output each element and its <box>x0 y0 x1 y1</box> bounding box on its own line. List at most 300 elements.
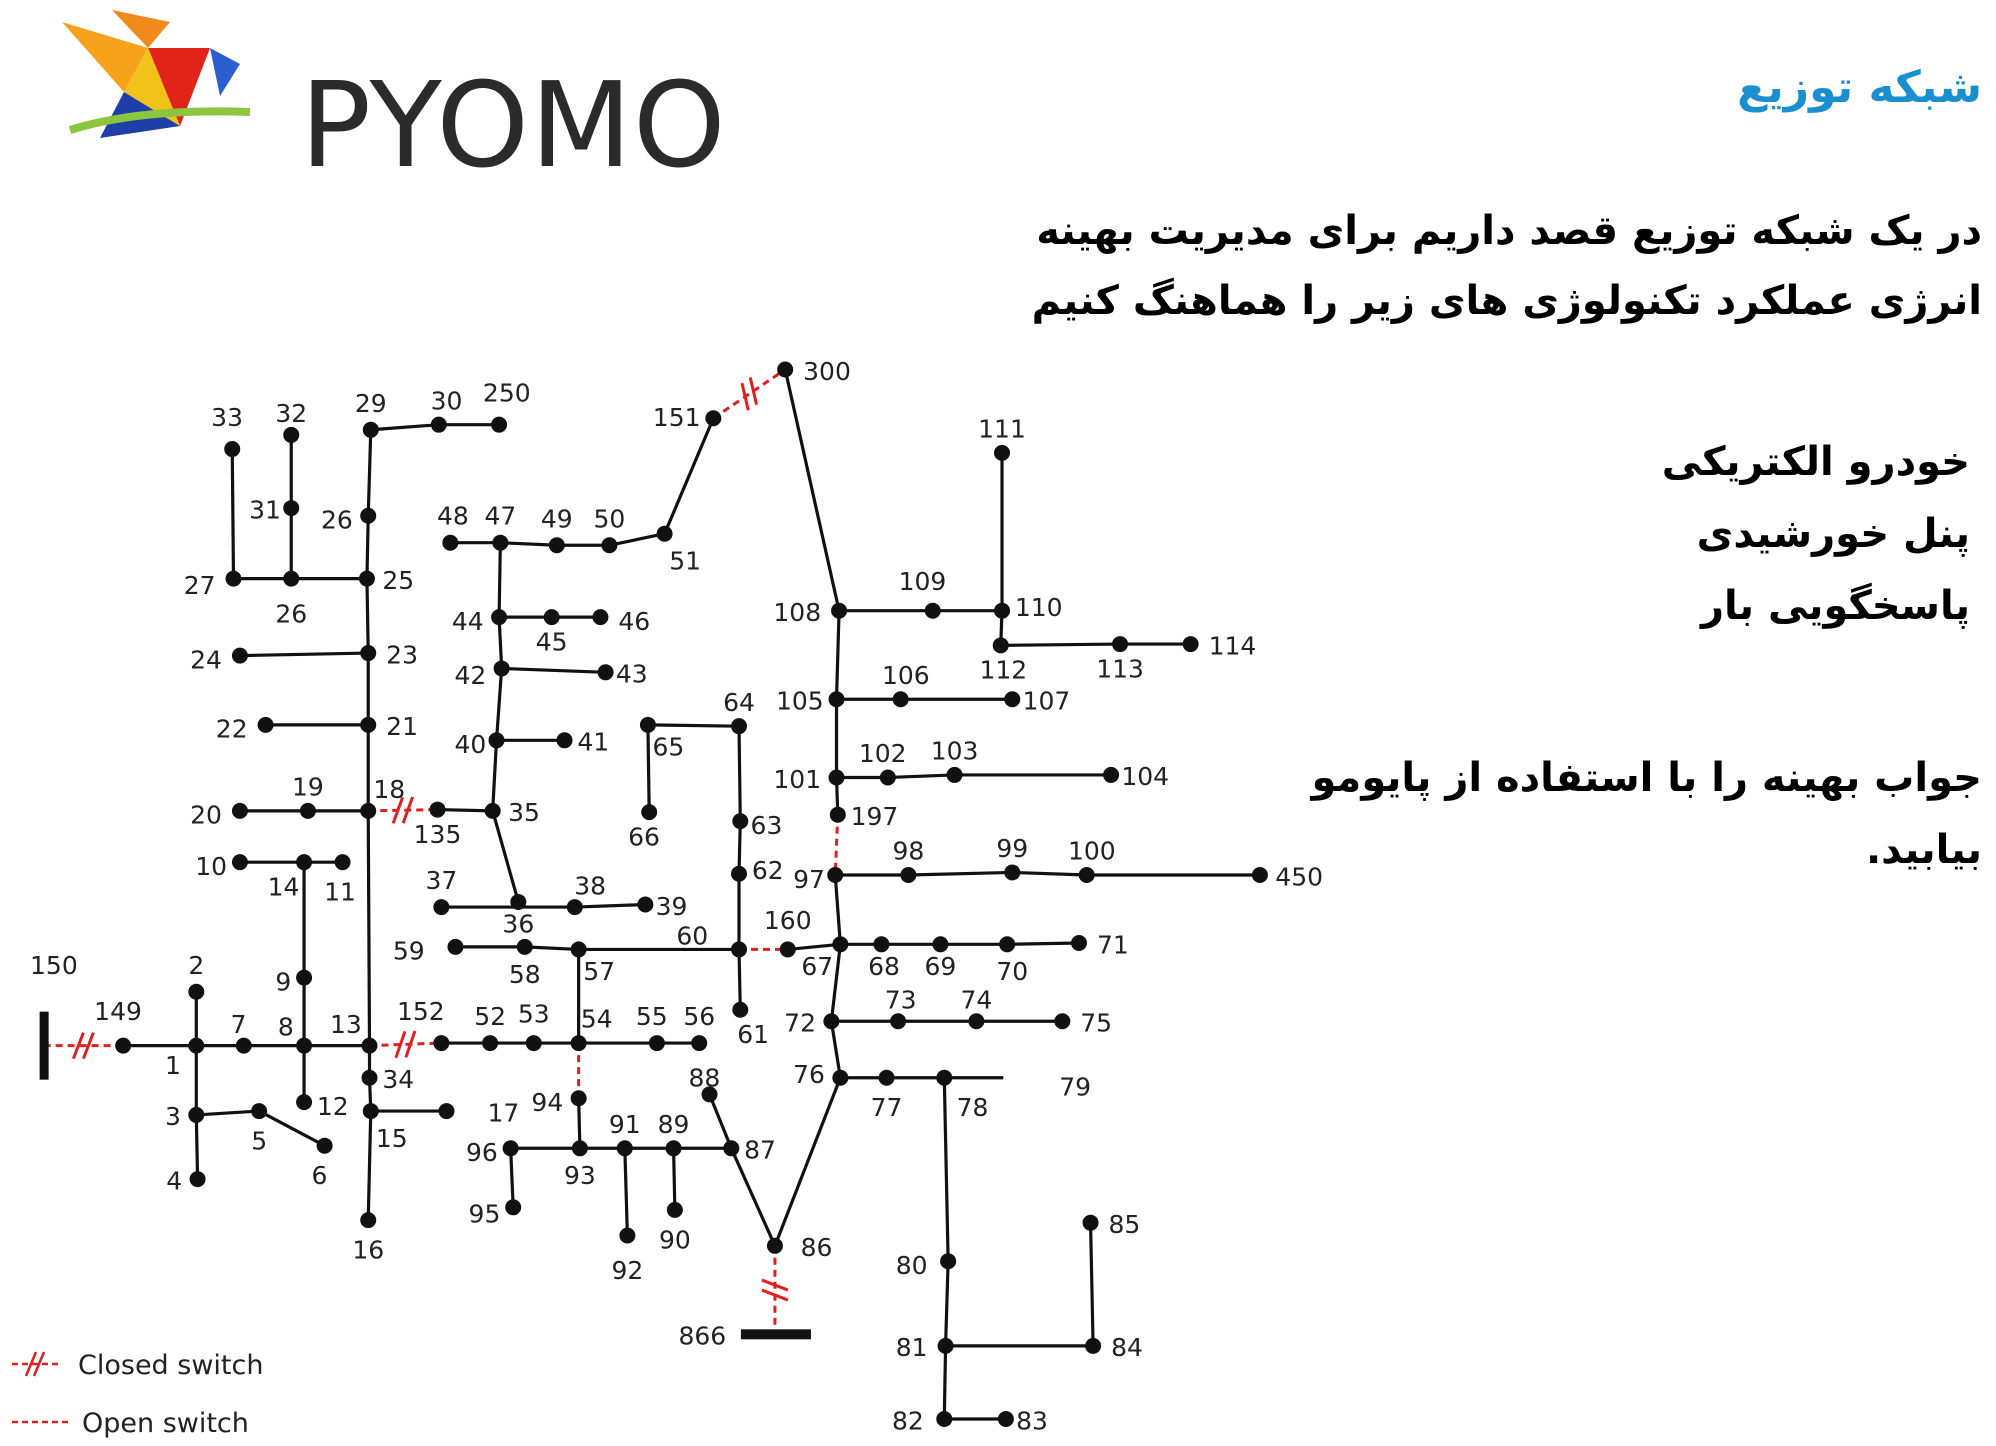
network-buses <box>30 357 1323 1435</box>
bus-node <box>359 571 375 587</box>
bus-label: 45 <box>535 627 568 657</box>
network-line <box>837 611 840 700</box>
bus-label: 76 <box>793 1059 825 1089</box>
bus-label: 78 <box>956 1093 989 1123</box>
network-line <box>1001 644 1120 645</box>
bus-label: 98 <box>892 836 925 866</box>
bus-node <box>731 718 747 734</box>
bus-label: 89 <box>657 1109 690 1139</box>
bus-node <box>1054 1013 1070 1029</box>
bus-node <box>283 500 299 516</box>
bus-node <box>296 970 312 986</box>
pyomo-logo <box>60 0 727 200</box>
bus-node <box>1083 1215 1099 1231</box>
bus-label: 16 <box>352 1235 385 1265</box>
bus-label: 113 <box>1096 654 1144 684</box>
bus-node <box>482 1035 498 1051</box>
technology-item: خودرو الکتریکی <box>1661 439 1970 485</box>
bus-label: 109 <box>898 567 947 597</box>
bus-node <box>777 362 793 378</box>
bus-label: 30 <box>430 386 463 416</box>
bus-label: 65 <box>652 732 685 762</box>
bus-label: 37 <box>425 866 458 896</box>
network-line <box>888 775 955 778</box>
network-line <box>367 516 368 579</box>
bus-label: 160 <box>763 905 812 935</box>
bus-label: 10 <box>195 852 228 882</box>
bus-node <box>296 1094 312 1110</box>
bus-label: 77 <box>870 1093 903 1123</box>
bus-node <box>893 691 909 707</box>
bus-label: 79 <box>1059 1072 1092 1102</box>
bus-label: 300 <box>803 356 851 386</box>
network-line <box>240 653 368 656</box>
bus-label: 112 <box>979 655 1028 685</box>
legend-closed-label: Closed switch <box>78 1350 264 1381</box>
substation-bar <box>741 1329 811 1339</box>
task-text <box>1311 742 1982 886</box>
bus-node <box>557 732 573 748</box>
bus-node <box>617 1140 633 1156</box>
bus-label: 52 <box>474 1002 507 1032</box>
network-line <box>368 430 371 516</box>
bus-label: 26 <box>275 599 308 629</box>
bus-node <box>362 1070 378 1086</box>
bus-node <box>494 660 510 676</box>
bus-node <box>994 603 1010 619</box>
bus-node <box>1071 935 1087 951</box>
network-line <box>709 1094 731 1148</box>
bus-label: 55 <box>635 1002 668 1032</box>
bus-label: 33 <box>211 402 243 432</box>
bus-node <box>283 427 299 443</box>
bus-node <box>940 1253 956 1269</box>
bus-label: 15 <box>375 1124 408 1154</box>
bus-label: 50 <box>593 504 626 534</box>
bus-node <box>832 1070 848 1086</box>
slide-title: شبکه توزیع <box>1737 62 1982 113</box>
bus-node <box>544 609 560 625</box>
bus-label: 24 <box>190 645 222 675</box>
network-line <box>1012 872 1086 875</box>
bus-node <box>830 807 846 823</box>
bus-node <box>360 1212 376 1228</box>
bus-node <box>723 1140 739 1156</box>
bus-label: 47 <box>484 501 517 531</box>
bus-label: 8 <box>277 1012 294 1042</box>
logo-wordmark: PYOMO <box>300 56 727 194</box>
bus-label: 5 <box>251 1126 268 1156</box>
bus-label: 22 <box>215 714 248 744</box>
bus-label: 151 <box>652 402 701 432</box>
bus-label: 197 <box>850 801 899 831</box>
bus-label: 86 <box>800 1233 833 1263</box>
bus-node <box>226 571 242 587</box>
bus-node <box>236 1038 252 1054</box>
bus-node <box>360 803 376 819</box>
bus-node <box>430 802 446 818</box>
bus-node <box>224 441 240 457</box>
bus-label: 32 <box>275 399 308 429</box>
bus-node <box>925 603 941 619</box>
bus-label: 114 <box>1208 631 1257 661</box>
bus-label: 7 <box>230 1009 247 1039</box>
bus-node <box>1004 691 1020 707</box>
bus-label: 150 <box>30 950 78 980</box>
bus-label: 29 <box>354 388 387 418</box>
bus-node <box>666 1140 682 1156</box>
bus-node <box>832 936 848 952</box>
bus-node <box>442 535 458 551</box>
bus-node <box>571 1035 587 1051</box>
bus-node <box>890 1013 906 1029</box>
origami-bird-icon <box>60 0 320 200</box>
bus-node <box>968 1013 984 1029</box>
bus-label: 61 <box>737 1020 770 1050</box>
bus-label: 63 <box>750 810 783 840</box>
bus-node <box>360 717 376 733</box>
network-line <box>499 543 500 617</box>
bus-label: 54 <box>580 1004 613 1034</box>
intro-line-2: انرژی عملکرد تکنولوژی های زیر را هماهنگ کنیم <box>1031 278 1982 324</box>
bus-node <box>879 1070 895 1086</box>
bus-node <box>503 1140 519 1156</box>
bus-node <box>932 936 948 952</box>
bus-label: 69 <box>924 952 957 982</box>
bus-node <box>188 1038 204 1054</box>
bus-node <box>1004 864 1020 880</box>
bus-label: 48 <box>436 501 469 531</box>
bus-node <box>362 1038 378 1054</box>
network-line <box>196 1111 259 1115</box>
bus-node <box>598 664 614 680</box>
bus-node <box>296 1038 312 1054</box>
network-line <box>739 726 740 821</box>
bus-node <box>363 422 379 438</box>
bus-label: 70 <box>996 957 1029 987</box>
bus-node <box>1085 1338 1101 1354</box>
bus-label: 84 <box>1111 1333 1143 1363</box>
bus-label: 46 <box>618 606 651 636</box>
bus-node <box>780 941 796 957</box>
bus-node <box>880 769 896 785</box>
bus-node <box>619 1228 635 1244</box>
network-line <box>575 905 646 908</box>
bus-label: 106 <box>881 660 930 690</box>
network-line <box>944 1078 948 1261</box>
task-line-1: جواب بهینه را با استفاده از پایومو <box>1311 755 1982 801</box>
bus-node <box>491 417 507 433</box>
bus-node <box>637 897 653 913</box>
bus-label: 57 <box>583 957 616 987</box>
bus-label: 56 <box>683 1002 716 1032</box>
bus-node <box>360 645 376 661</box>
bus-label: 74 <box>960 985 993 1015</box>
bus-node <box>232 803 248 819</box>
open-switch <box>835 815 838 875</box>
bus-label: 96 <box>465 1138 498 1168</box>
closed-switch <box>713 370 785 419</box>
bus-node <box>767 1238 783 1254</box>
bus-label: 71 <box>1096 930 1129 960</box>
bus-node <box>873 936 889 952</box>
network-line <box>493 740 497 811</box>
bus-label: 42 <box>454 660 487 690</box>
bus-label: 31 <box>249 495 281 525</box>
bus-label: 51 <box>669 546 702 576</box>
bus-node <box>447 939 463 955</box>
network-line <box>438 810 493 811</box>
bus-node <box>900 867 916 883</box>
bus-label: 35 <box>508 798 540 828</box>
network-line <box>1091 1223 1094 1346</box>
bus-label: 21 <box>386 712 418 742</box>
bus-node <box>998 1411 1014 1427</box>
bus-node <box>641 804 657 820</box>
bus-node <box>649 1035 665 1051</box>
bus-node <box>300 803 316 819</box>
technology-list <box>1662 426 1970 642</box>
bus-node <box>363 1103 379 1119</box>
bus-label: 17 <box>487 1098 520 1128</box>
bus-label: 450 <box>1275 862 1324 892</box>
bus-label: 104 <box>1121 762 1170 792</box>
bus-label: 85 <box>1108 1209 1141 1239</box>
network-line <box>368 1111 371 1220</box>
bus-label: 100 <box>1067 836 1116 866</box>
bus-label: 92 <box>611 1256 644 1286</box>
bus-node <box>592 609 608 625</box>
network-line <box>196 1115 197 1179</box>
bus-node <box>232 854 248 870</box>
network-line <box>648 725 739 726</box>
network-line <box>908 872 1012 875</box>
network-line <box>502 668 606 672</box>
bus-label: 866 <box>678 1321 727 1351</box>
bus-node <box>433 899 449 915</box>
bus-label: 81 <box>895 1333 928 1363</box>
bus-node <box>827 867 843 883</box>
bus-label: 94 <box>531 1088 564 1118</box>
bus-label: 149 <box>94 996 142 1026</box>
bus-node <box>823 1013 839 1029</box>
technology-item: پنل خورشیدی <box>1696 511 1970 557</box>
bus-node <box>667 1202 683 1218</box>
network-line <box>368 811 369 1046</box>
network-line <box>674 1148 675 1210</box>
bus-label: 43 <box>615 659 648 689</box>
bus-label: 82 <box>891 1406 924 1436</box>
bus-node <box>831 603 847 619</box>
bus-node <box>190 1171 206 1187</box>
network-line <box>625 1148 628 1235</box>
bus-label: 91 <box>608 1109 641 1139</box>
bus-node <box>732 1002 748 1018</box>
bus-node <box>491 609 507 625</box>
bus-label: 99 <box>996 834 1029 864</box>
bus-node <box>433 1035 449 1051</box>
bus-label: 67 <box>801 952 834 982</box>
network-line <box>497 668 502 740</box>
bus-node <box>732 813 748 829</box>
bus-node <box>335 854 351 870</box>
network-line <box>367 579 368 653</box>
bus-node <box>567 899 583 915</box>
network-line <box>946 1261 949 1346</box>
network-line <box>525 947 579 950</box>
bus-node <box>938 1338 954 1354</box>
bus-node <box>1079 867 1095 883</box>
network-line <box>665 418 714 533</box>
bus-node <box>829 769 845 785</box>
bus-node <box>947 767 963 783</box>
bus-label: 59 <box>392 936 425 966</box>
closed-switch <box>370 1043 442 1046</box>
bus-node <box>251 1103 267 1119</box>
bus-label: 18 <box>373 775 406 805</box>
bus-node <box>115 1038 131 1054</box>
bus-node <box>258 717 274 733</box>
bus-node <box>1183 636 1199 652</box>
bus-label: 26 <box>321 505 353 535</box>
bus-node <box>601 537 617 553</box>
bus-node <box>549 537 565 553</box>
bus-node <box>691 1035 707 1051</box>
network-line <box>371 425 439 430</box>
bus-node <box>571 1090 587 1106</box>
bus-label: 12 <box>316 1091 349 1121</box>
bus-label: 39 <box>655 891 688 921</box>
bus-node <box>705 410 721 426</box>
bus-node <box>1103 767 1119 783</box>
bus-node <box>571 941 587 957</box>
bus-node <box>731 866 747 882</box>
bus-label: 23 <box>386 640 418 670</box>
bus-label: 73 <box>884 985 917 1015</box>
network-line <box>944 1346 945 1419</box>
bus-label: 66 <box>628 822 660 852</box>
network-line <box>648 725 649 812</box>
bus-label: 36 <box>502 909 535 939</box>
bus-node <box>1112 636 1128 652</box>
bus-label: 101 <box>773 764 822 794</box>
bus-label: 64 <box>723 687 755 717</box>
bus-node <box>994 445 1010 461</box>
bus-label: 102 <box>858 739 907 769</box>
bus-label: 11 <box>324 877 356 907</box>
bus-label: 152 <box>396 996 445 1026</box>
substation-bar <box>40 1012 49 1080</box>
bus-node <box>517 939 533 955</box>
bus-label: 60 <box>676 921 709 951</box>
bus-label: 44 <box>451 606 484 636</box>
technology-item: پاسخگویی بار <box>1700 583 1970 629</box>
bus-label: 105 <box>775 686 824 716</box>
bus-label: 110 <box>1014 592 1063 622</box>
bus-label: 3 <box>164 1102 181 1132</box>
bus-node <box>731 941 747 957</box>
bus-label: 111 <box>978 414 1026 444</box>
bus-label: 38 <box>574 871 607 901</box>
network-line <box>259 1111 324 1146</box>
bus-label: 83 <box>1016 1406 1048 1436</box>
bus-node <box>188 984 204 1000</box>
bus-label: 53 <box>517 999 550 1029</box>
legend-open-label: Open switch <box>82 1408 249 1439</box>
bus-node <box>296 854 312 870</box>
bus-node <box>283 571 299 587</box>
bus-label: 62 <box>751 855 784 885</box>
bus-label: 9 <box>275 967 292 997</box>
bus-label: 25 <box>382 565 415 595</box>
bus-label: 41 <box>577 727 610 757</box>
intro-line-1: در یک شبکه توزیع قصد داریم برای مدیریت بهینه <box>1036 208 1982 254</box>
bus-node <box>936 1411 952 1427</box>
bus-label: 34 <box>382 1064 415 1094</box>
network-line <box>785 370 839 611</box>
bus-label: 93 <box>564 1161 596 1191</box>
bus-label: 135 <box>413 819 462 849</box>
network-line <box>500 543 556 546</box>
bus-label: 1 <box>164 1050 181 1080</box>
bus-label: 2 <box>188 950 205 980</box>
bus-label: 103 <box>930 736 979 766</box>
distribution-network-diagram <box>0 340 1330 1446</box>
bus-label: 58 <box>508 959 541 989</box>
bus-label: 13 <box>329 1009 362 1039</box>
bus-node <box>1252 867 1268 883</box>
bus-node <box>232 648 248 664</box>
network-line <box>739 949 740 1009</box>
bus-label: 40 <box>454 730 487 760</box>
bus-node <box>438 1103 454 1119</box>
bus-node <box>360 508 376 524</box>
bus-label: 68 <box>868 952 900 982</box>
network-line <box>609 534 664 546</box>
bus-label: 27 <box>183 571 216 601</box>
bus-label: 4 <box>166 1166 183 1196</box>
bus-label: 80 <box>895 1251 928 1281</box>
bus-node <box>510 894 526 910</box>
network-line <box>831 1021 840 1077</box>
bus-node <box>188 1107 204 1123</box>
bus-node <box>505 1199 521 1215</box>
bus-label: 72 <box>784 1008 816 1038</box>
bus-node <box>485 803 501 819</box>
bus-node <box>526 1035 542 1051</box>
intro-text <box>1032 196 1982 336</box>
bus-node <box>489 732 505 748</box>
bus-label: 19 <box>292 772 324 802</box>
legend <box>12 1350 263 1439</box>
network-line <box>232 449 233 579</box>
bus-node <box>999 936 1015 952</box>
bus-node <box>936 1070 952 1086</box>
bus-node <box>431 417 447 433</box>
bus-node <box>492 535 508 551</box>
bus-label: 97 <box>793 864 825 894</box>
bus-label: 88 <box>688 1063 721 1093</box>
bus-node <box>993 637 1009 653</box>
bus-node <box>657 526 673 542</box>
task-line-2: بیابید. <box>1865 827 1982 873</box>
bus-label: 107 <box>1022 686 1071 716</box>
network-line <box>775 1078 840 1246</box>
bus-label: 49 <box>540 504 573 534</box>
bus-node <box>317 1138 333 1154</box>
bus-label: 90 <box>658 1225 691 1255</box>
bus-node <box>572 1140 588 1156</box>
